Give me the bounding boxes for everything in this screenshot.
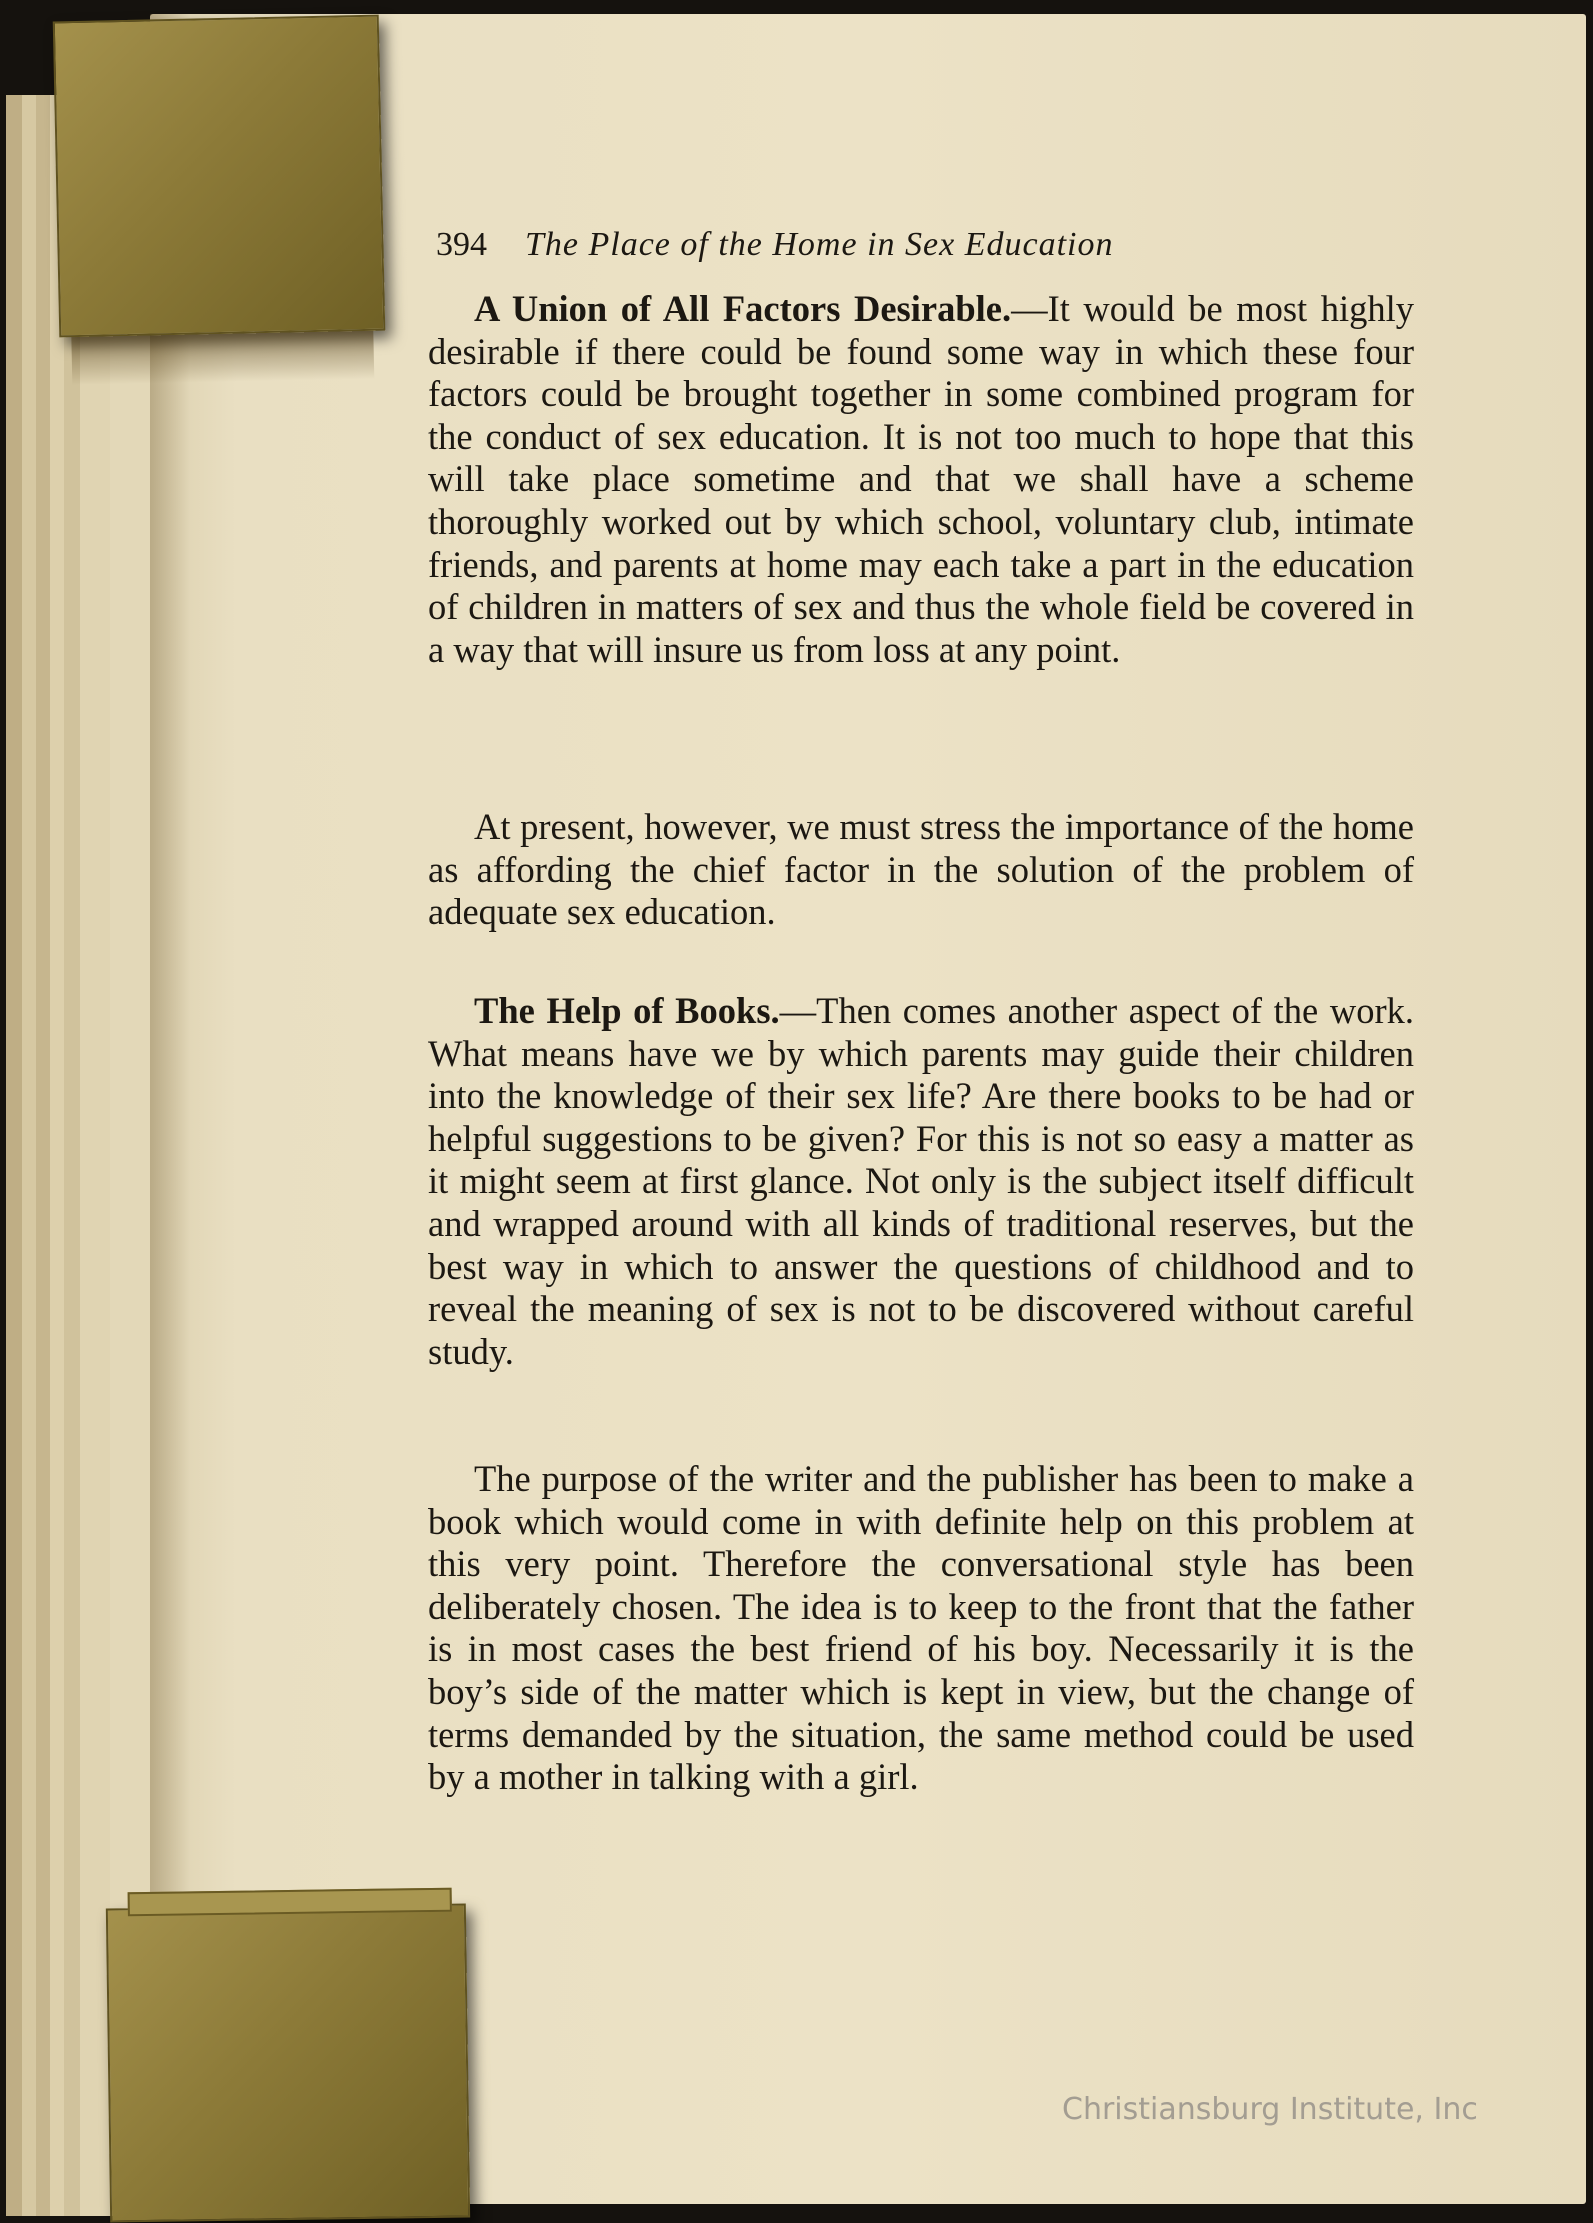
paragraph-help-of-books [428,990,1414,1373]
section-heading: The Help of Books. [474,990,780,1031]
paragraph-text: The purpose of the writer and the publisher has been to make a book which would come in with definite help on this problem at this very point. Therefore the conversational style has been deliberately chosen. The idea is to keep to the front that the father is in most cases the best friend of his boy. Necessarily it is the boy’s side of the matter which is kept in view, but the change of terms demanded by the situation, the same method could be used by a mother in talking with a girl. [428,1458,1414,1798]
paragraph-text: —It would be most highly desirable if there could be found some way in which these four factors could be brought together in some combined program for the conduct of sex education. It is not too much to hope that this will take place sometime and that we shall have a scheme thoroughly worked out by which school, voluntary club, intimate friends, and parents at home may each take a part in the education of children in matters of sex and thus the whole field be covered in a way that will insure us from loss at any point. [428,288,1415,670]
page-edge [22,95,36,2216]
page-edge [50,95,64,2216]
running-title: The Place of the Home in Sex Education [525,226,1114,263]
brass-clip-bottom [106,1904,470,2223]
paragraph-text: —Then comes another aspect of the work. What means have we by which parents may guide their children into the knowledge of their sex life? Are there books to be had or helpful suggestions to be given? For this is not so easy a matter as it might seem at first glance. Not only is the subject itself difficult and wrapped around with all kinds of traditional reserves, but the best way in which to answer the questions of childhood and to reveal the meaning of sex is not to be discovered without careful study. [428,990,1414,1372]
watermark: Christiansburg Institute, Inc [1062,2092,1478,2127]
page-edge [64,95,80,2216]
paragraph-union-of-factors [428,288,1414,671]
paragraph-home-importance [428,806,1414,934]
page-edge [80,95,110,2216]
page-number: 394 [436,226,487,263]
page-edge [36,95,50,2216]
paragraph-text: At present, however, we must stress the importance of the home as affording the chief factor in the solution of the problem of adequate sex education. [428,806,1414,933]
running-header [436,226,1326,264]
paragraph-purpose [428,1458,1414,1799]
page-edge [6,95,22,2216]
brass-clip-top [53,15,386,338]
section-heading: A Union of All Factors Desirable. [474,288,1012,329]
